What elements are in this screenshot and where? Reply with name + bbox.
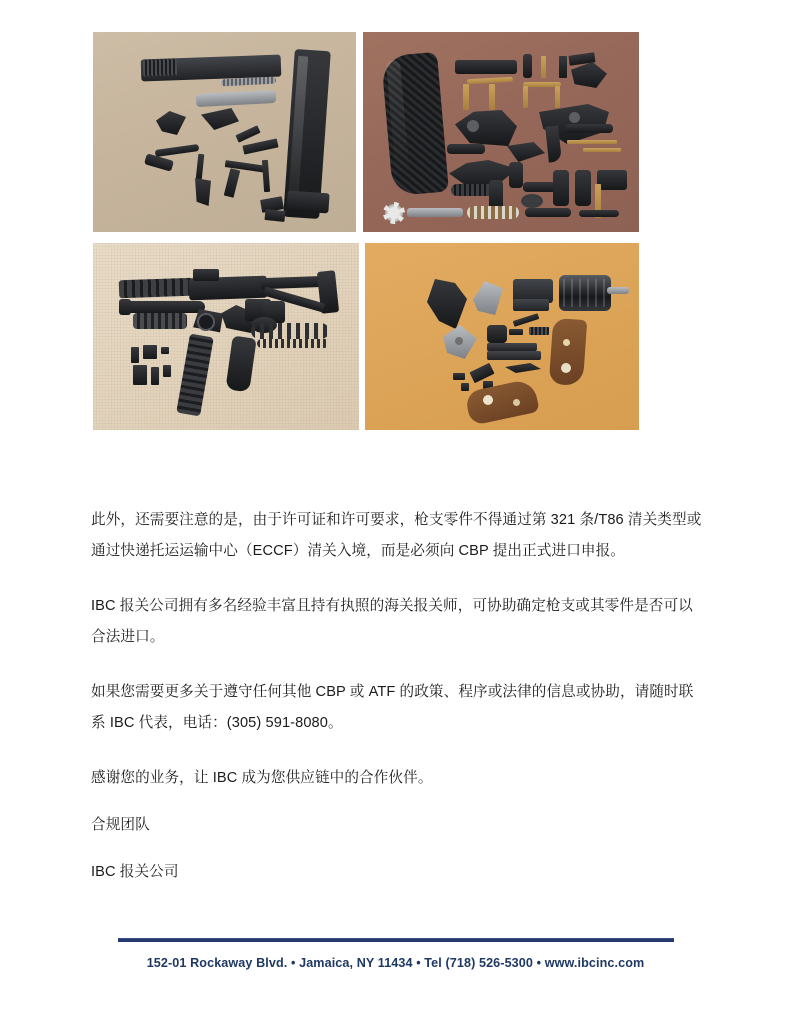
selector-detent (521, 194, 543, 208)
paragraph-ibc-brokers: IBC 报关公司拥有多名经验丰富且持有执照的海关报关师，可协助确定枪支或其零件是否可以合法进口。 (91, 598, 693, 645)
photo-grid (93, 32, 639, 430)
paragraph-thank-you: 感谢您的业务，让 IBC 成为您供应链中的合作伙伴。 (91, 770, 433, 786)
pin-cluster-b (461, 383, 469, 391)
pivot-pin-b (567, 140, 617, 144)
bolt-head (119, 299, 131, 315)
signoff-company: IBC 报关公司 (91, 864, 179, 880)
trigger-pivot-hole (569, 112, 580, 123)
ejector-rod (607, 287, 629, 294)
pivot-pin-e (525, 208, 571, 217)
footer-address-line[interactable]: 152-01 Rockaway Blvd. • Jamaica, NY 11434 • Tel (718) 526-5300 • www.ibcinc.com (146, 956, 645, 970)
castle-nut-teeth (383, 202, 405, 224)
gas-block-ring (197, 313, 215, 331)
connector-plate (195, 178, 211, 206)
selector-lever (597, 170, 627, 190)
page-footer (0, 938, 791, 970)
buffer-tube (553, 170, 569, 206)
pistol-slide-serrations (143, 58, 178, 76)
paragraph-shipment-requirements: 此外，还需要注意的是，由于许可证和许可要求，枪支零件不得通过第 321 条/T86 清关类型或通过快递托运运输中心（ECCF）清关入境，而是必须向 CBP 提出正式进口申报。 (91, 512, 702, 559)
revolver-grip-right (549, 318, 588, 386)
cylinder-stop (487, 325, 507, 343)
grip-right-screw (563, 339, 570, 346)
small-parts-cluster-b (143, 345, 157, 359)
handguard (119, 278, 194, 299)
ejector-rod-housing (513, 299, 549, 311)
guide-rod-spring (257, 339, 329, 348)
photo-top-right (363, 32, 639, 232)
cylinder-flutes (563, 279, 607, 307)
gas-piston (133, 313, 187, 329)
small-parts-cluster-f (163, 365, 171, 377)
bolt-carrier (123, 301, 205, 313)
hammer-pivot-hole (467, 120, 479, 132)
bolt-catch (559, 56, 567, 78)
magazine-baseplate (286, 191, 329, 214)
takedown-spring-2 (463, 84, 469, 110)
signoff-team: 合规团队 (91, 817, 150, 833)
small-screw-b (529, 327, 549, 335)
pin-cluster-a (453, 373, 465, 380)
takedown-spring-3 (489, 84, 495, 110)
paragraph-contact-info: 如果您需要更多关于遵守任何其他 CBP 或 ATF 的政策、程序或法律的信息或协助，请随时联系 IBC 代表，电话：(305) 591-8080。 (91, 684, 694, 731)
footer-divider (118, 938, 674, 942)
recoil-spring (251, 323, 329, 339)
bolt-catch-body (447, 144, 485, 154)
small-screw-a (509, 329, 523, 335)
photo-bottom-right (365, 243, 639, 430)
revolver-barrel (487, 351, 541, 360)
pivot-pin-f (579, 210, 619, 217)
receiver-extension (575, 170, 591, 206)
small-parts-cluster-d (133, 365, 147, 385)
small-parts-cluster-a (131, 347, 139, 363)
photo-top-left (93, 32, 356, 232)
buffer-tube-plate (455, 60, 517, 74)
pivot-pin-c (583, 148, 621, 152)
optic-rail (193, 269, 219, 281)
detent-spring-d (555, 86, 560, 108)
buffer-retainer (509, 162, 523, 188)
takedown-screw (407, 208, 463, 217)
grip-left-screw (513, 399, 520, 406)
pivot-pin-a (565, 124, 613, 133)
revolver-sideplate (487, 343, 537, 351)
grip-left-medallion (483, 395, 493, 405)
small-parts-cluster-c (161, 347, 169, 354)
spring-coil-b (467, 206, 519, 219)
photo-bottom-left (93, 243, 359, 430)
detent-spring-c (523, 86, 528, 108)
small-parts-cluster-e (151, 367, 159, 385)
baseplate-small (264, 209, 285, 222)
trigger-pivot (455, 337, 463, 345)
detent-spring-a (541, 56, 546, 78)
takedown-pin-a (523, 54, 532, 78)
body-copy (91, 505, 702, 888)
grip-right-medallion (561, 363, 571, 373)
